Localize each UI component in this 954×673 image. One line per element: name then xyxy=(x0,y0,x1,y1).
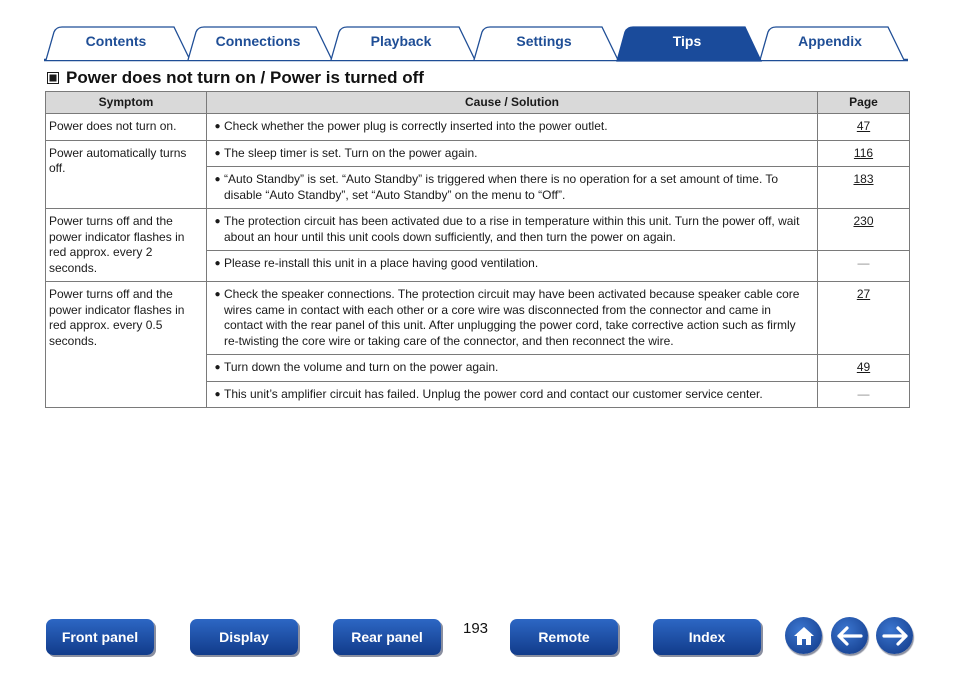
arrow-left-icon xyxy=(837,626,863,646)
front-panel-button[interactable]: Front panel xyxy=(46,619,154,655)
cause-text: Turn down the volume and turn on the power again. xyxy=(224,360,499,374)
tab-connections[interactable]: Connections xyxy=(215,33,301,49)
display-button[interactable]: Display xyxy=(190,619,298,655)
page-cell xyxy=(818,355,910,382)
table-row xyxy=(46,114,910,141)
remote-button[interactable]: Remote xyxy=(510,619,618,655)
cause-text: Check whether the power plug is correctly inserted into the power outlet. xyxy=(224,119,608,133)
table-row xyxy=(46,282,910,355)
bullet-icon: ● xyxy=(214,147,221,159)
no-page-dash: — xyxy=(857,256,870,270)
bullet-icon: ● xyxy=(214,216,221,227)
home-icon xyxy=(792,625,816,647)
page-cell xyxy=(818,167,910,209)
cause-cell xyxy=(207,140,818,167)
bullet-icon: ● xyxy=(214,289,221,300)
cause-text: This unit’s amplifier circuit has failed. Unplug the power cord and contact our customer service center. xyxy=(224,386,763,401)
header-symptom: Symptom xyxy=(46,92,207,114)
page-link[interactable]: 183 xyxy=(853,172,874,186)
cause-cell xyxy=(207,251,818,282)
rear-panel-button[interactable]: Rear panel xyxy=(333,619,441,655)
tab-contents[interactable]: Contents xyxy=(85,33,147,49)
forward-button[interactable] xyxy=(876,617,913,654)
page-link[interactable]: 27 xyxy=(856,287,871,301)
page-cell xyxy=(818,140,910,167)
table-header-row xyxy=(46,92,910,114)
header-page: Page xyxy=(818,92,910,114)
page-cell xyxy=(818,114,910,141)
table-row xyxy=(46,209,910,251)
page-link[interactable]: 49 xyxy=(856,360,871,374)
page-cell xyxy=(818,282,910,355)
tab-playback[interactable]: Playback xyxy=(370,33,432,49)
arrow-right-icon xyxy=(882,626,908,646)
symptom-cell: Power turns off and the power indicator flashes in red approx. every 0.5 seconds. xyxy=(46,282,207,408)
page-link[interactable]: 230 xyxy=(853,214,874,228)
index-button[interactable]: Index xyxy=(653,619,761,655)
bullet-icon: ● xyxy=(214,258,221,269)
bullet-icon: ● xyxy=(214,388,221,400)
section-title: Power does not turn on / Power is turned off xyxy=(66,68,424,87)
cause-text: Please re-install this unit in a place having good ventilation. xyxy=(224,256,539,270)
page-cell xyxy=(818,251,910,282)
page-link[interactable]: 116 xyxy=(853,145,874,160)
bullet-icon: ● xyxy=(214,362,221,373)
no-page-dash: — xyxy=(857,386,870,401)
cause-text: “Auto Standby” is set. “Auto Standby” is triggered when there is no operation for a set amount of time. To disable “Auto Standby”, set “Auto Standby” on the menu to “Off”. xyxy=(224,172,779,202)
bullet-icon: ● xyxy=(214,174,221,185)
cause-text: Check the speaker connections. The protection circuit may have been activated because speaker cable core wires came in contact with each other or a core wire was disconnected from the connector and came in contact with the rear panel of this unit. After unplugging the power cord, take corrective action such as firmly re-twisting the core wire or taking care of the connector, and then reconnect the wire. xyxy=(224,287,800,348)
header-cause: Cause / Solution xyxy=(207,92,818,114)
section-heading xyxy=(47,68,424,88)
cause-cell xyxy=(207,282,818,355)
cause-text: The protection circuit has been activated due to a rise in temperature within this unit. Turn the power off, wait about an hour until this unit cools down sufficiently, and then turn the power on again. xyxy=(224,214,800,244)
cause-cell xyxy=(207,381,818,408)
page-number: 193 xyxy=(463,620,489,637)
page-cell xyxy=(818,381,910,408)
troubleshooting-table xyxy=(45,91,910,408)
top-tab-bar xyxy=(44,26,908,62)
symptom-cell: Power automatically turns off. xyxy=(46,140,207,209)
cause-cell xyxy=(207,209,818,251)
home-button[interactable] xyxy=(785,617,822,654)
page-link[interactable]: 47 xyxy=(856,119,871,133)
tab-tips[interactable]: Tips xyxy=(672,33,702,49)
symptom-cell: Power turns off and the power indicator flashes in red approx. every 2 seconds. xyxy=(46,209,207,282)
page-cell xyxy=(818,209,910,251)
cause-cell xyxy=(207,167,818,209)
tab-settings[interactable]: Settings xyxy=(516,33,572,49)
cause-text: The sleep timer is set. Turn on the power again. xyxy=(224,145,478,160)
square-bullet-icon xyxy=(47,72,59,84)
table-row xyxy=(46,140,910,167)
symptom-cell: Power does not turn on. xyxy=(46,114,207,141)
tab-appendix[interactable]: Appendix xyxy=(798,33,862,49)
bullet-icon: ● xyxy=(214,121,221,132)
cause-cell xyxy=(207,355,818,382)
cause-cell xyxy=(207,114,818,141)
back-button[interactable] xyxy=(831,617,868,654)
